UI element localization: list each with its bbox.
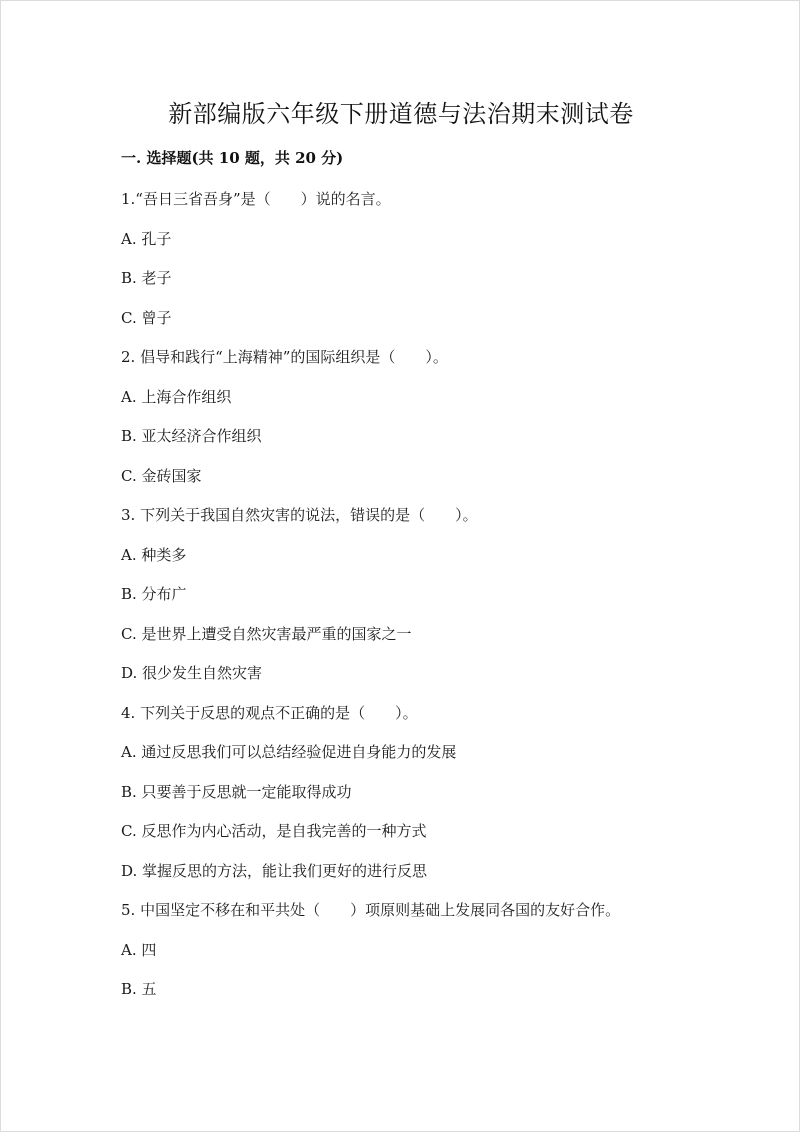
question-4-option-a: A. 通过反思我们可以总结经验促进自身能力的发展 [121, 743, 457, 761]
question-2-stem: 2. 倡导和践行“上海精神”的国际组织是（ ）。 [121, 348, 448, 366]
question-1-stem: 1.“吾日三省吾身”是（ ）说的名言。 [121, 190, 391, 208]
question-1-option-c: C. 曾子 [121, 308, 172, 327]
question-4-stem: 4. 下列关于反思的观点不正确的是（ ）。 [121, 703, 418, 722]
question-4-option-c: C. 反思作为内心活动，是自我完善的一种方式 [121, 822, 427, 840]
question-3-option-d: D. 很少发生自然灾害 [121, 664, 263, 682]
question-3-option-a: A. 种类多 [121, 545, 187, 564]
section-heading: 一. 选择题(共 10 题，共 20 分) [121, 149, 344, 167]
question-2-option-c: C. 金砖国家 [121, 466, 202, 485]
question-list [121, 185, 741, 1015]
question-1-option-b: B. 老子 [121, 269, 172, 287]
question-4-option-d: D. 掌握反思的方法，能让我们更好的进行反思 [121, 861, 428, 880]
question-3-option-c: C. 是世界上遭受自然灾害最严重的国家之一 [121, 624, 412, 643]
question-1-option-a: A. 孔子 [121, 229, 172, 248]
question-4-option-b: B. 只要善于反思就一定能取得成功 [121, 782, 352, 801]
question-5-stem: 5. 中国坚定不移在和平共处（ ）项原则基础上发展同各国的友好合作。 [121, 901, 621, 919]
page-title: 新部编版六年级下册道德与法治期末测试卷 [168, 100, 634, 128]
question-2-option-a: A. 上海合作组织 [121, 387, 232, 406]
question-3-option-b: B. 分布广 [121, 585, 187, 603]
question-2-option-b: B. 亚太经济合作组织 [121, 427, 262, 445]
question-5-option-b: B. 五 [121, 980, 157, 998]
question-3-stem: 3. 下列关于我国自然灾害的说法，错误的是（ ）。 [121, 506, 478, 524]
question-5-option-a: A. 四 [121, 940, 157, 959]
